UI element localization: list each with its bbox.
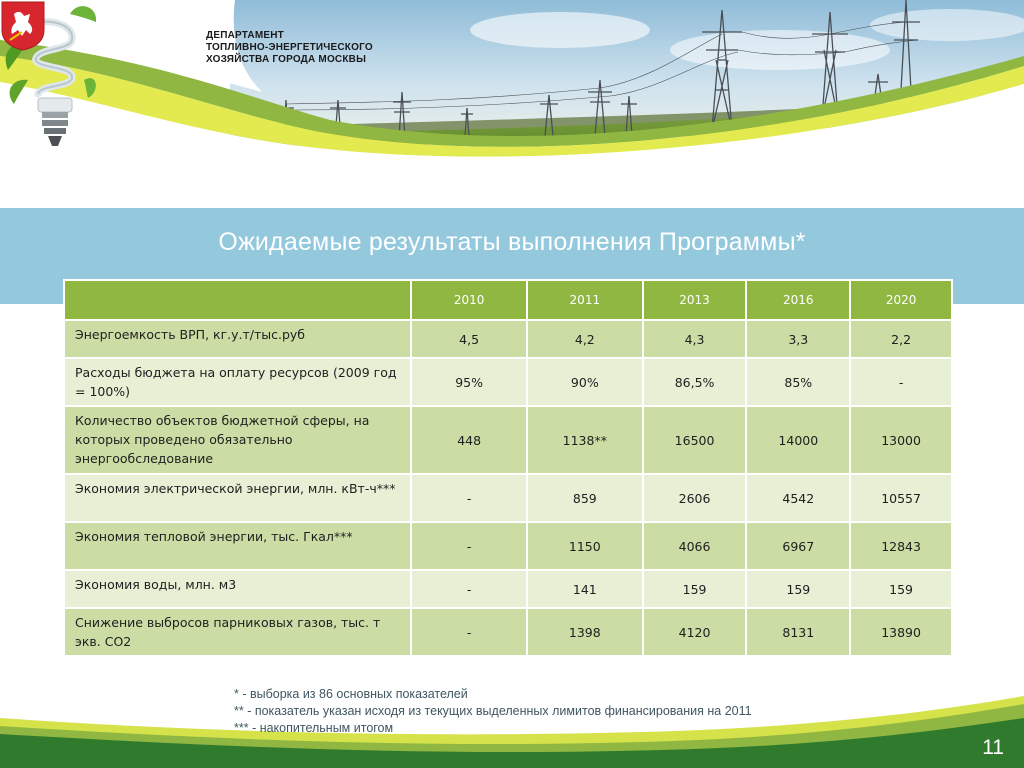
- cell-value: 6967: [746, 522, 850, 570]
- header-banner: [0, 0, 1024, 160]
- header-year: 2011: [527, 280, 643, 320]
- cell-value: 1138**: [527, 406, 643, 474]
- table-row: [64, 570, 952, 608]
- cell-value: 86,5%: [643, 358, 747, 406]
- cell-value: 4120: [643, 608, 747, 656]
- header-year: 2010: [411, 280, 527, 320]
- department-name: [206, 30, 406, 66]
- cell-value: 159: [746, 570, 850, 608]
- cell-value: 159: [643, 570, 747, 608]
- footnote: *** - накопительным итогом: [234, 721, 394, 735]
- header-cell-empty: [64, 280, 411, 320]
- table-row: [64, 522, 952, 570]
- cell-value: 4542: [746, 474, 850, 522]
- cell-value: 85%: [746, 358, 850, 406]
- row-label: Экономия воды, млн. м3: [64, 570, 411, 608]
- cell-value: 4,5: [411, 320, 527, 358]
- results-table: [63, 279, 953, 657]
- cell-value: 4,3: [643, 320, 747, 358]
- moscow-coat-of-arms-icon: [0, 0, 46, 52]
- cell-value: 12843: [850, 522, 952, 570]
- cell-value: 16500: [643, 406, 747, 474]
- table-header-row: [64, 280, 952, 320]
- cell-value: 8131: [746, 608, 850, 656]
- table-row: [64, 406, 952, 474]
- cell-value: -: [411, 570, 527, 608]
- cell-value: 141: [527, 570, 643, 608]
- cell-value: 14000: [746, 406, 850, 474]
- cell-value: 859: [527, 474, 643, 522]
- cell-value: 1398: [527, 608, 643, 656]
- cell-value: 10557: [850, 474, 952, 522]
- department-line-1: ДЕПАРТАМЕНТ: [206, 30, 284, 41]
- row-label: Экономия тепловой энергии, тыс. Гкал***: [64, 522, 411, 570]
- cell-value: 13890: [850, 608, 952, 656]
- table-row: [64, 608, 952, 656]
- header-year: 2016: [746, 280, 850, 320]
- cell-value: 2,2: [850, 320, 952, 358]
- cell-value: 90%: [527, 358, 643, 406]
- cell-value: 13000: [850, 406, 952, 474]
- footnote: * - выборка из 86 основных показателей: [234, 687, 468, 701]
- cell-value: -: [411, 608, 527, 656]
- row-label: Снижение выбросов парниковых газов, тыс. т экв. СО2: [64, 608, 411, 656]
- table-row: [64, 474, 952, 522]
- footnotes: [234, 686, 752, 737]
- landscape-illustration: [0, 0, 1024, 160]
- cell-value: -: [411, 522, 527, 570]
- header-year: 2013: [643, 280, 747, 320]
- footnote: ** - показатель указан исходя из текущих выделенных лимитов финансирования на 2011: [234, 704, 752, 718]
- department-line-3: ХОЗЯЙСТВА ГОРОДА МОСКВЫ: [206, 54, 367, 65]
- cell-value: 4,2: [527, 320, 643, 358]
- row-label: Количество объектов бюджетной сферы, на которых проведено обязательно энергообследование: [64, 406, 411, 474]
- cell-value: -: [411, 474, 527, 522]
- row-label: Энергоемкость ВРП, кг.у.т/тыс.руб: [64, 320, 411, 358]
- row-label: Расходы бюджета на оплату ресурсов (2009 год = 100%): [64, 358, 411, 406]
- cell-value: 448: [411, 406, 527, 474]
- table-row: [64, 358, 952, 406]
- cell-value: 4066: [643, 522, 747, 570]
- slide-title: Ожидаемые результаты выполнения Программы*: [218, 228, 806, 256]
- header-year: 2020: [850, 280, 952, 320]
- cell-value: -: [850, 358, 952, 406]
- cell-value: 159: [850, 570, 952, 608]
- cell-value: 95%: [411, 358, 527, 406]
- cell-value: 1150: [527, 522, 643, 570]
- cell-value: 2606: [643, 474, 747, 522]
- table-row: [64, 320, 952, 358]
- page-number: 11: [982, 736, 1004, 759]
- row-label: Экономия электрической энергии, млн. кВт-ч***: [64, 474, 411, 522]
- department-line-2: ТОПЛИВНО-ЭНЕРГЕТИЧЕСКОГО: [206, 42, 373, 53]
- cell-value: 3,3: [746, 320, 850, 358]
